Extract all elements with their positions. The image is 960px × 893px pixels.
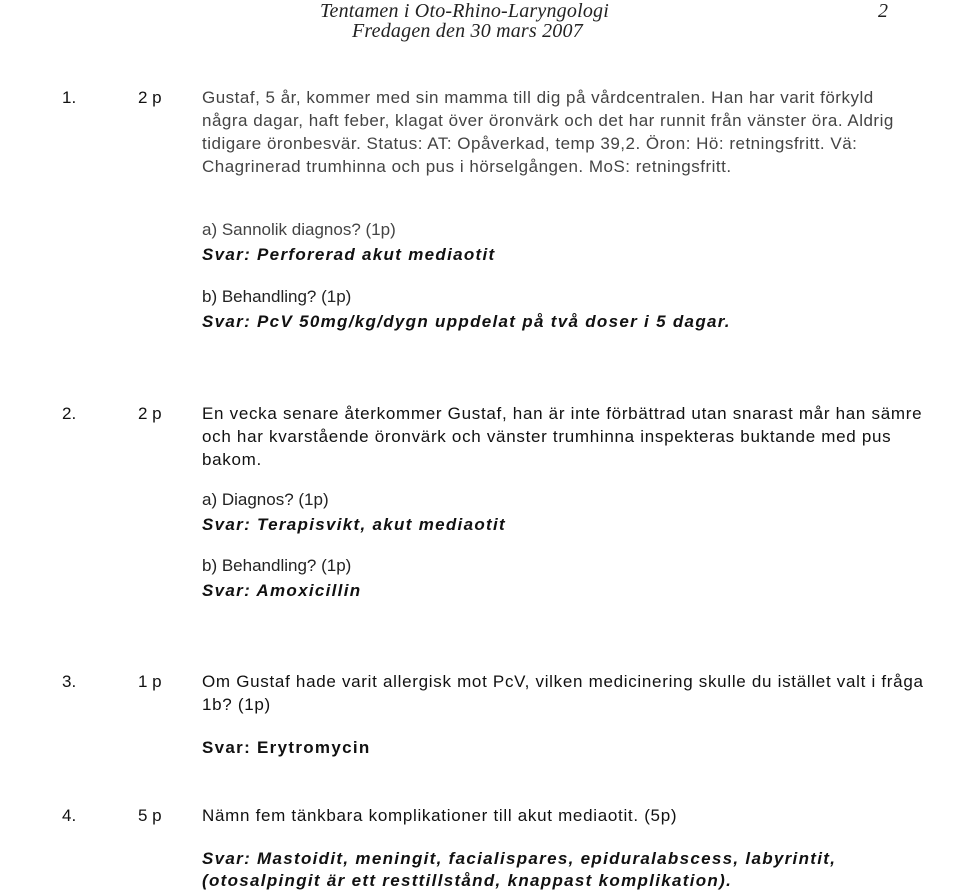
answer-a: Svar: Terapisvikt, akut mediaotit [202,515,506,534]
question-number: 3. [62,672,77,691]
answer-b: Svar: Amoxicillin [202,581,362,600]
answer: Svar: Mastoidit, meningit, facialispares, epiduralabscess, labyrintit, (otosalpingit är ett resttillstånd, knappast komplikation). [202,849,837,890]
answer-a: Svar: Perforerad akut mediaotit [202,245,496,264]
sub-question-a: a) Sannolik diagnos? (1p) [202,220,396,239]
question-points: 1 p [138,672,162,691]
question-text: Om Gustaf hade varit allergisk mot PcV, vilken medicinering skulle du istället valt i fråga 1b? (1p) [202,672,924,714]
question-points: 2 p [138,404,162,423]
exam-title: Tentamen i Oto-Rhino-Laryngologi [320,0,609,22]
sub-question-b: b) Behandling? (1p) [202,556,352,575]
question-points: 2 p [138,88,162,107]
question-text: En vecka senare återkommer Gustaf, han är inte förbättrad utan snarast mår han sämre och har kvarstående öronvärk och vänster trumhinna inspekteras buktande med pus bakom. [202,404,923,469]
sub-question-a: a) Diagnos? (1p) [202,490,329,509]
page-number: 2 [878,0,888,22]
exam-date: Fredagen den 30 mars 2007 [352,20,583,42]
answer-b: Svar: PcV 50mg/kg/dygn uppdelat på två doser i 5 dagar. [202,312,731,331]
question-number: 1. [62,88,77,107]
question-number: 2. [62,404,77,423]
sub-question-b: b) Behandling? (1p) [202,287,352,306]
answer: Svar: Erytromycin [202,738,371,757]
question-points: 5 p [138,806,162,825]
question-text: Nämn fem tänkbara komplikationer till akut mediaotit. (5p) [202,806,678,825]
question-text: Gustaf, 5 år, kommer med sin mamma till dig på vårdcentralen. Han har varit förkyld några dagar, haft feber, klagat över öronvärk och det har runnit från vänster öra. Aldrig tidigare öronbesvär. Status: AT: Opåverkad, temp 39,2. Öron: Hö: retningsfritt. Vä: Chagrinerad trumhinna och pus i hörselgången. MoS: retningsfritt. [202,88,894,176]
question-number: 4. [62,806,77,825]
